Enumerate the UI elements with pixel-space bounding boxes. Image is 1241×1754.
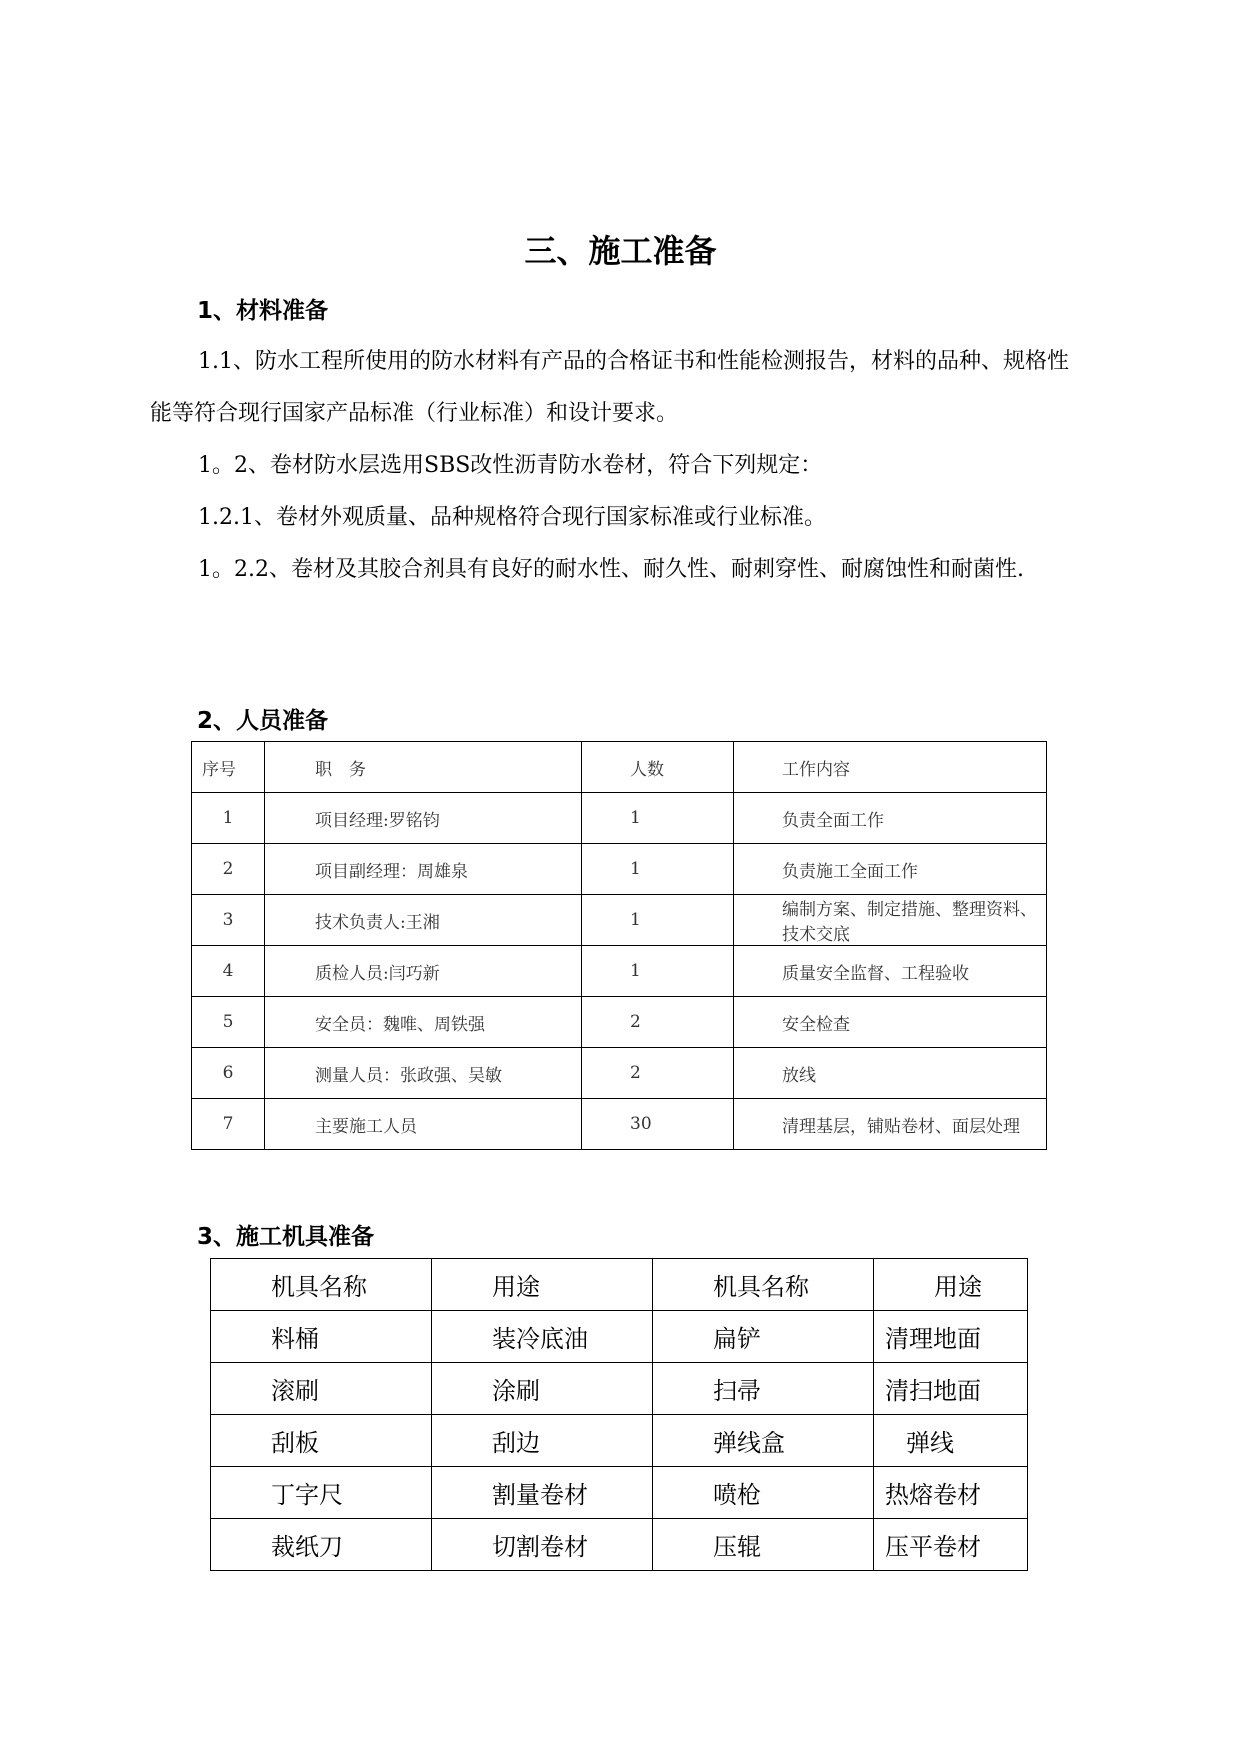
cell-usage: 刮边 [432, 1415, 653, 1467]
header-cell-tool-name-2: 机具名称 [653, 1259, 874, 1311]
paragraph-1-2-2: 1。2.2、卷材及其胶合剂具有良好的耐水性、耐久性、耐刺穿性、耐腐蚀性和耐菌性. [198, 557, 1024, 582]
table-row [192, 1099, 1047, 1150]
cell-no: 2 [192, 844, 265, 895]
cell-usage: 压平卷材 [874, 1519, 1028, 1571]
header-cell-count: 人数 [582, 742, 734, 793]
table-row [192, 946, 1047, 997]
header-cell-tool-name: 机具名称 [211, 1259, 432, 1311]
table-row [192, 997, 1047, 1048]
cell-count: 1 [582, 844, 734, 895]
cell-usage: 弹线 [874, 1415, 1028, 1467]
cell-role: 质检人员:闫巧新 [265, 946, 582, 997]
cell-count: 2 [582, 997, 734, 1048]
cell-work: 负责全面工作 [734, 793, 1047, 844]
table-row [192, 793, 1047, 844]
header-cell-usage: 用途 [432, 1259, 653, 1311]
cell-role: 项目副经理：周雄泉 [265, 844, 582, 895]
cell-no: 6 [192, 1048, 265, 1099]
table-header-row [192, 742, 1047, 793]
page-title: 三、施工准备 [524, 232, 717, 270]
table-row [192, 1048, 1047, 1099]
cell-no: 5 [192, 997, 265, 1048]
cell-tool-name: 丁字尺 [211, 1467, 432, 1519]
header-cell-work: 工作内容 [734, 742, 1047, 793]
cell-tool-name: 料桶 [211, 1311, 432, 1363]
cell-role: 测量人员：张政强、吴敏 [265, 1048, 582, 1099]
cell-tool-name: 喷枪 [653, 1467, 874, 1519]
cell-count: 1 [582, 793, 734, 844]
cell-usage: 切割卷材 [432, 1519, 653, 1571]
cell-tool-name: 扫帚 [653, 1363, 874, 1415]
cell-usage: 清理地面 [874, 1311, 1028, 1363]
cell-no: 7 [192, 1099, 265, 1150]
table-header-row [211, 1259, 1028, 1311]
paragraph-1-1: 1.1、防水工程所使用的防水材料有产品的合格证书和性能检测报告，材料的品种、规格性能等符合现行国家产品标准（行业标准）和设计要求。 [150, 349, 1069, 426]
cell-count: 2 [582, 1048, 734, 1099]
table-row [211, 1519, 1028, 1571]
cell-tool-name: 滚刷 [211, 1363, 432, 1415]
cell-no: 1 [192, 793, 265, 844]
cell-tool-name: 刮板 [211, 1415, 432, 1467]
table-row [211, 1311, 1028, 1363]
cell-usage: 割量卷材 [432, 1467, 653, 1519]
header-cell-role: 职 务 [265, 742, 582, 793]
cell-count: 30 [582, 1099, 734, 1150]
cell-work: 负责施工全面工作 [734, 844, 1047, 895]
equipment-table [210, 1258, 1028, 1571]
table-row [192, 895, 1047, 946]
table-row [211, 1467, 1028, 1519]
cell-work: 放线 [734, 1048, 1047, 1099]
table-row [192, 844, 1047, 895]
paragraph-1-2-1: 1.2.1、卷材外观质量、品种规格符合现行国家标准或行业标准。 [198, 505, 826, 530]
cell-tool-name: 压辊 [653, 1519, 874, 1571]
cell-count: 1 [582, 946, 734, 997]
section-heading-personnel: 2、人员准备 [197, 708, 329, 734]
cell-usage: 涂刷 [432, 1363, 653, 1415]
cell-usage: 热熔卷材 [874, 1467, 1028, 1519]
personnel-table [191, 741, 1047, 1150]
cell-role: 项目经理:罗铭钧 [265, 793, 582, 844]
cell-role: 技术负责人:王湘 [265, 895, 582, 946]
cell-work: 编制方案、制定措施、整理资料、技术交底 [734, 895, 1047, 946]
cell-role: 安全员：魏唯、周铁强 [265, 997, 582, 1048]
table-row [211, 1415, 1028, 1467]
cell-tool-name: 扁铲 [653, 1311, 874, 1363]
cell-usage: 装冷底油 [432, 1311, 653, 1363]
paragraph-1-2: 1。2、卷材防水层选用SBS改性沥青防水卷材，符合下列规定： [198, 453, 823, 478]
cell-no: 3 [192, 895, 265, 946]
table-row [211, 1363, 1028, 1415]
cell-tool-name: 弹线盒 [653, 1415, 874, 1467]
cell-work: 清理基层，铺贴卷材、面层处理 [734, 1099, 1047, 1150]
cell-work: 质量安全监督、工程验收 [734, 946, 1047, 997]
header-cell-no: 序号 [192, 742, 265, 793]
cell-work: 安全检查 [734, 997, 1047, 1048]
cell-count: 1 [582, 895, 734, 946]
header-cell-usage-2: 用途 [874, 1259, 1028, 1311]
cell-tool-name: 裁纸刀 [211, 1519, 432, 1571]
cell-no: 4 [192, 946, 265, 997]
cell-role: 主要施工人员 [265, 1099, 582, 1150]
section-heading-equipment: 3、施工机具准备 [197, 1224, 375, 1250]
section-heading-materials: 1、材料准备 [197, 298, 329, 324]
cell-usage: 清扫地面 [874, 1363, 1028, 1415]
